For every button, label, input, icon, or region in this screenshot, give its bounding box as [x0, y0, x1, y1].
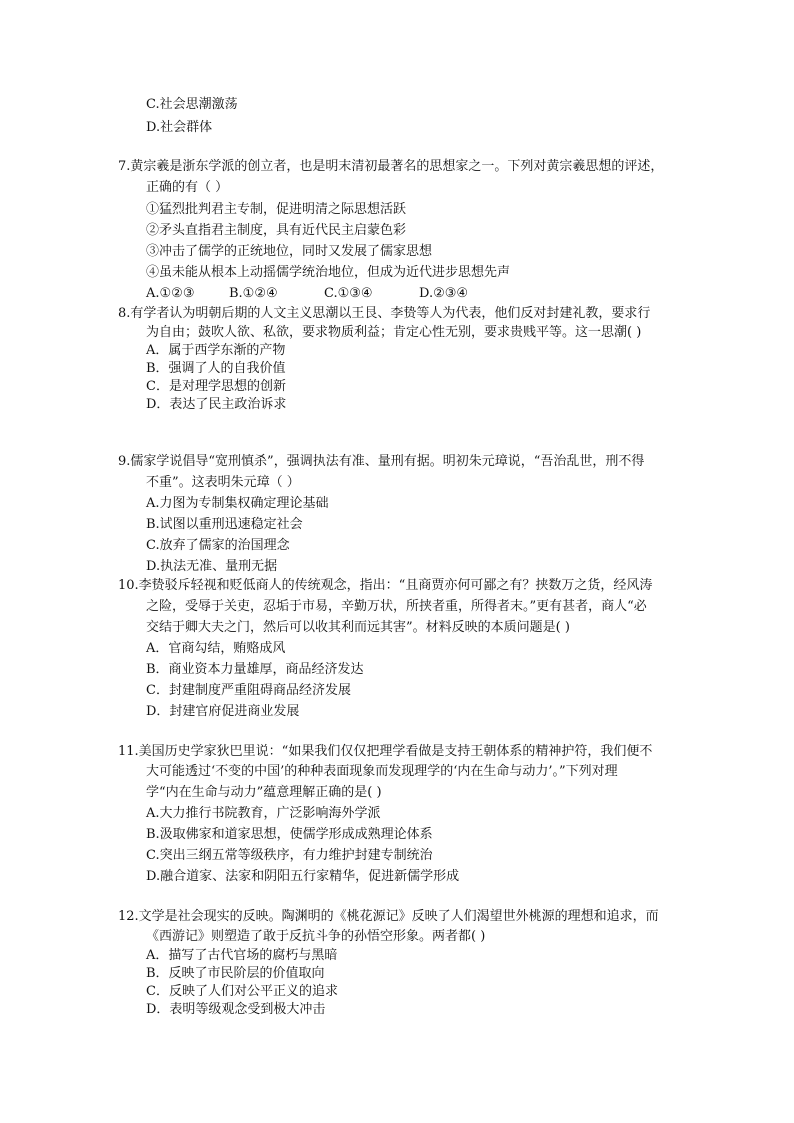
q7-option-b: B.①②④	[229, 286, 278, 301]
q10-stem-line-1: 10.李贽驳斥轻视和贬低商人的传统观念，指出：“且商贾亦何可鄙之有？挟数万之货，经风涛	[118, 578, 653, 593]
q8-option-c: C．是对理学思想的创新	[146, 379, 286, 394]
q7-options-row	[146, 285, 468, 302]
q10-stem-line-2: 之险，受辱于关吏，忍垢于市易，辛勤万状，所挟者重，所得者末。”更有甚者，商人“必	[146, 599, 647, 614]
q7-option-a: A.①②③	[146, 286, 195, 301]
q7-stem-line-1: 7.黄宗羲是浙东学派的创立者，也是明末清初最著名的思想家之一。下列对黄宗羲思想的评述，	[118, 159, 664, 174]
q8-stem-line-2: 为自由；鼓吹人欲、私欲，要求物质利益；肯定心性无别，要求贵贱平等。这一思潮( )	[146, 325, 642, 340]
q7-option-c: C.①③④	[324, 286, 373, 301]
q10-option-d: D．封建官府促进商业发展	[146, 704, 300, 719]
q8-option-b: B．强调了人的自我价值	[146, 361, 286, 376]
q9-stem-line-1: 9.儒家学说倡导“宽刑慎杀”，强调执法有准、量刑有据。明初朱元璋说，“吾治乱世，刑不得	[118, 454, 645, 469]
q7-item-2: ②矛头直指君主制度，具有近代民主启蒙色彩	[146, 223, 407, 238]
q7-stem-line-2: 正确的有（ ）	[146, 180, 229, 195]
q12-option-d: D．表明等级观念受到极大冲击	[146, 1002, 326, 1017]
q12-option-c: C．反映了人们对公平正义的追求	[146, 984, 338, 999]
q11-option-c: C.突出三纲五常等级秩序，有力维护封建专制统治	[146, 848, 433, 863]
q12-option-b: B．反映了市民阶层的价值取向	[146, 966, 325, 981]
q11-option-a: A.大力推行书院教育，广泛影响海外学派	[146, 806, 381, 821]
q9-option-d: D.执法无准、量刑无据	[146, 559, 278, 574]
q9-option-b: B.试图以重刑迅速稳定社会	[146, 517, 303, 532]
q8-option-a: A．属于西学东渐的产物	[146, 343, 286, 358]
q10-option-c: C．封建制度严重阻碍商品经济发展	[146, 683, 351, 698]
q10-option-a: A．官商勾结，贿赂成风	[146, 641, 286, 656]
q10-stem-line-3: 交结于卿大夫之门，然后可以收其利而远其害”。材料反映的本质问题是( )	[146, 620, 570, 635]
q8-stem-line-1: 8.有学者认为明朝后期的人文主义思潮以王艮、李贽等人为代表，他们反对封建礼教，要求行	[118, 306, 651, 321]
q7-item-3: ③冲击了儒学的正统地位，同时又发展了儒家思想	[146, 244, 433, 259]
q12-stem-line-1: 12.文学是社会现实的反映。陶渊明的《桃花源记》反映了人们渴望世外桃源的理想和追求，而	[118, 909, 659, 924]
q11-stem-line-2: 大可能透过‘不变的中国’的种种表面现象而发现理学的‘内在生命与动力’。”下列对理	[146, 764, 618, 779]
q9-stem-line-2: 不重”。这表明朱元璋（ ）	[146, 475, 300, 490]
q7-option-d: D.②③④	[419, 286, 469, 301]
q11-option-d: D.融合道家、法家和阴阳五行家精华，促进新儒学形成	[146, 869, 460, 884]
q11-stem-line-3: 学“内在生命与动力”蕴意理解正确的是( )	[146, 785, 382, 800]
q9-option-c: C.放弃了儒家的治国理念	[146, 538, 290, 553]
q6-option-d: D.社会群体	[146, 120, 213, 135]
q12-option-a: A．描写了古代官场的腐朽与黑暗	[146, 948, 338, 963]
q11-stem-line-1: 11.美国历史学家狄巴里说：“如果我们仅仅把理学看做是支持王朝体系的精神护符，我们便不	[118, 744, 653, 759]
q9-option-a: A.力图为专制集权确定理论基础	[146, 496, 329, 511]
q12-stem-line-2: 《西游记》则塑造了敢于反抗斗争的孙悟空形象。两者都( )	[146, 929, 486, 944]
q6-option-c: C.社会思潮激荡	[146, 97, 238, 112]
q8-option-d: D．表达了民主政治诉求	[146, 397, 287, 412]
q7-item-1: ①猛烈批判君主专制，促进明清之际思想活跃	[146, 202, 407, 217]
q10-option-b: B．商业资本力量雄厚，商品经济发达	[146, 662, 364, 677]
q7-item-4: ④虽未能从根本上动摇儒学统治地位，但成为近代进步思想先声	[146, 265, 511, 280]
q11-option-b: B.汲取佛家和道家思想，使儒学形成成熟理论体系	[146, 827, 433, 842]
